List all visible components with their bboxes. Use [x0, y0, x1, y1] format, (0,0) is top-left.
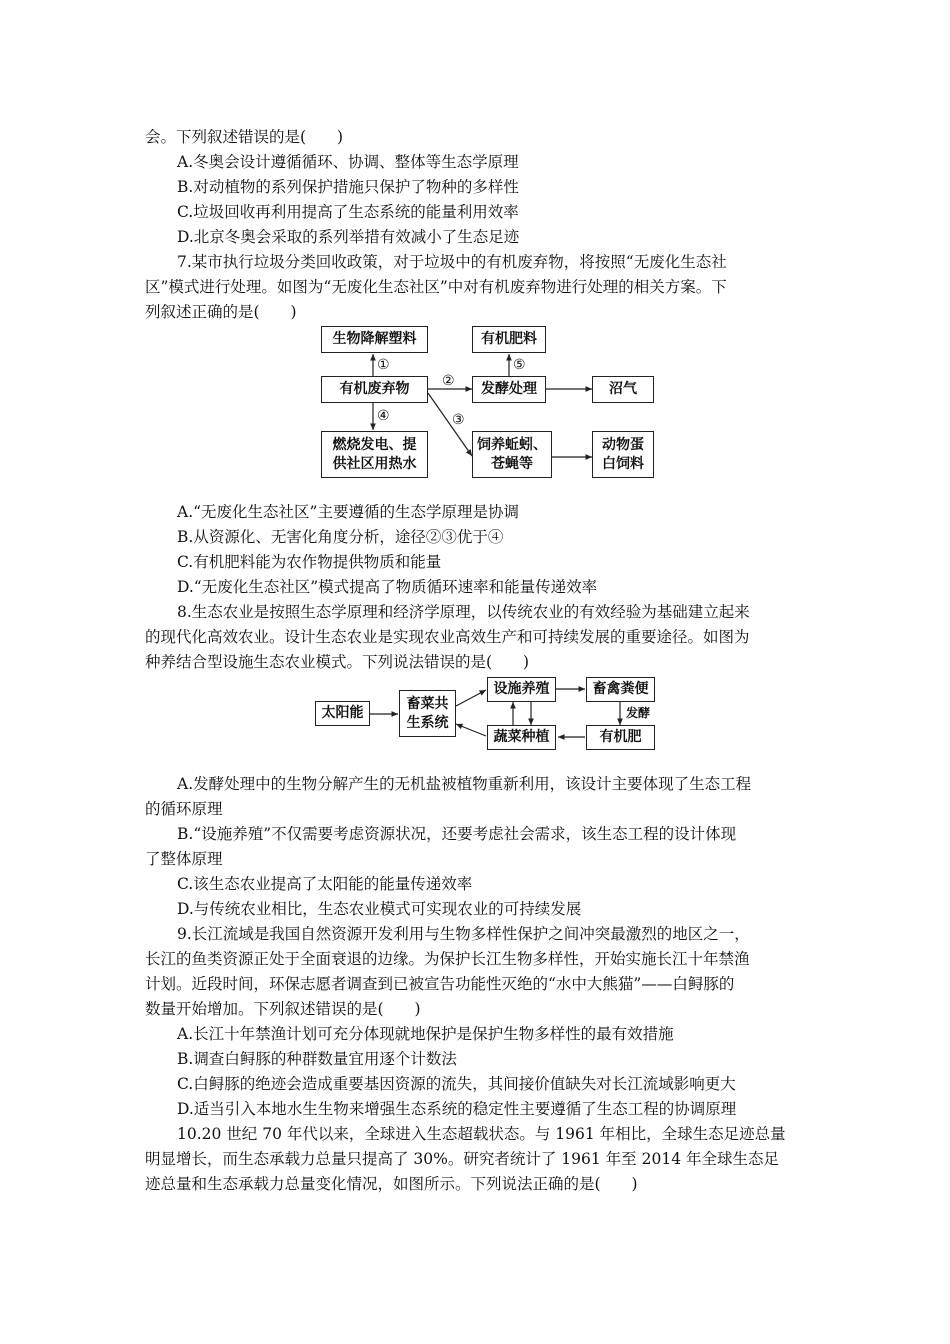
- q7-stem-line1: 7.某市执行垃圾分类回收政策，对于垃圾中的有机废弃物，将按照“无废化生态社: [177, 253, 727, 271]
- q6-option-a: A.冬奥会设计遵循循环、协调、整体等生态学原理: [177, 153, 519, 171]
- q9-option-c: C.白鲟豚的绝迹会造成重要基因资源的流失，其间接价值缺失对长江流域影响更大: [177, 1075, 736, 1093]
- box-worms-line2: 苍蝇等: [491, 455, 533, 472]
- q9-stem-line4: 数量开始增加。下列叙述错误的是( ): [145, 1000, 421, 1018]
- box-fermentation: 发酵处理: [472, 376, 546, 403]
- q10-stem-line2: 明显增长，而生态承载力总量只提高了 30%。研究者统计了 1961 年至 2014 年全球生态足: [145, 1150, 779, 1168]
- box-worms-line1: 饲养蚯蚓、: [477, 436, 547, 453]
- box-facility-breeding: 设施养殖: [487, 677, 556, 702]
- q9-option-b: B.调查白鲟豚的种群数量宜用逐个计数法: [177, 1050, 457, 1068]
- q9-option-a: A.长江十年禁渔计划可充分体现就地保护是保护生物多样性的最有效措施: [177, 1025, 674, 1043]
- q7-option-d: D.“无废化生态社区”模式提高了物质循环速率和能量传递效率: [177, 578, 598, 596]
- box-organic-manure: 有机肥: [586, 725, 655, 750]
- box-system-line2: 生系统: [406, 714, 449, 731]
- label-path-3: ③: [452, 412, 465, 428]
- q8-option-a-line1: A.发酵处理中的生物分解产生的无机盐被植物重新利用，该设计主要体现了生态工程: [177, 775, 752, 793]
- q7-stem-line2: 区”模式进行处理。如图为“无废化生态社区”中对有机废弃物进行处理的相关方案。下: [145, 278, 727, 296]
- box-burning-line2: 供社区用热水: [332, 455, 417, 472]
- q7-option-a: A.“无废化生态社区”主要遵循的生态学原理是协调: [177, 503, 519, 521]
- q10-stem-line3: 迹总量和生态承载力总量变化情况，如图所示。下列说法正确的是( ): [145, 1175, 638, 1193]
- box-manure: 畜禽粪便: [586, 677, 655, 702]
- q6-option-d: D.北京冬奥会采取的系列举措有效减小了生态足迹: [177, 228, 520, 246]
- q8-stem-line3: 种养结合型设施生态农业模式。下列说法错误的是( ): [145, 653, 530, 671]
- q9-stem-line1: 9.长江流域是我国自然资源开发利用与生物多样性保护之间冲突最激烈的地区之一，: [177, 925, 750, 943]
- q8-option-a-line2: 的循环原理: [145, 800, 223, 818]
- q9-option-d: D.适当引入本地水生生物来增强生态系统的稳定性主要遵循了生态工程的协调原理: [177, 1100, 737, 1118]
- q8-option-b-line2: 了整体原理: [145, 850, 223, 868]
- box-system-line1: 畜菜共: [406, 695, 449, 712]
- arrow-veg-system: [456, 724, 486, 736]
- box-animal-feed-line2: 白饲料: [602, 455, 644, 472]
- label-path-4: ④: [377, 408, 390, 424]
- q8-stem-line1: 8.生态农业是按照生态学原理和经济学原理，以传统农业的有效经验为基础建立起来: [177, 603, 750, 621]
- q8-option-b-line1: B.“设施养殖”不仅需要考虑资源状况，还要考虑社会需求，该生态工程的设计体现: [177, 825, 737, 843]
- q6-stem: 会。下列叙述错误的是( ): [145, 128, 344, 146]
- box-biogas: 沼气: [592, 376, 654, 403]
- q9-stem-line3: 计划。近段时间，环保志愿者调查到已被宣告功能性灭绝的“水中大熊猫”——白鲟豚的: [145, 975, 735, 993]
- box-vegetable-planting: 蔬菜种植: [487, 725, 556, 750]
- box-solar-energy: 太阳能: [315, 701, 370, 726]
- box-burning-line1: 燃烧发电、提: [332, 436, 417, 453]
- q9-stem-line2: 长江的鱼类资源正处于全面衰退的边缘。为保护长江生物多样性，开始实施长江十年禁渔: [145, 950, 750, 968]
- box-animal-feed-line1: 动物蛋: [602, 436, 644, 453]
- label-path-5: ⑤: [513, 357, 526, 373]
- box-biodegradable-plastic: 生物降解塑料: [321, 326, 428, 353]
- q6-option-b: B.对动植物的系列保护措施只保护了物种的多样性: [177, 178, 519, 196]
- q8-option-c: C.该生态农业提高了太阳能的能量传递效率: [177, 875, 473, 893]
- q7-option-c: C.有机肥料能为农作物提供物质和能量: [177, 553, 442, 571]
- q8-option-d: D.与传统农业相比，生态农业模式可实现农业的可持续发展: [177, 900, 582, 918]
- label-path-1: ①: [377, 357, 390, 373]
- box-organic-waste: 有机废弃物: [321, 376, 428, 403]
- q7-stem-line3: 列叙述正确的是( ): [145, 303, 297, 321]
- box-organic-fertilizer: 有机肥料: [472, 326, 546, 353]
- q10-stem-line1: 10.20 世纪 70 年代以来，全球进入生态超载状态。与 1961 年相比，全球生态足迹总量: [177, 1125, 786, 1143]
- q8-stem-line2: 的现代化高效农业。设计生态农业是实现农业高效生产和可持续发展的重要途径。如图为: [145, 628, 750, 646]
- label-path-2: ②: [442, 373, 455, 389]
- q6-option-c: C.垃圾回收再利用提高了生态系统的能量利用效率: [177, 203, 519, 221]
- arrow-system-breed: [456, 690, 486, 706]
- q7-option-b: B.从资源化、无害化角度分析，途径②③优于④: [177, 528, 504, 546]
- label-fermentation: 发酵: [626, 706, 651, 720]
- box-livestock-veg-system: [399, 690, 456, 737]
